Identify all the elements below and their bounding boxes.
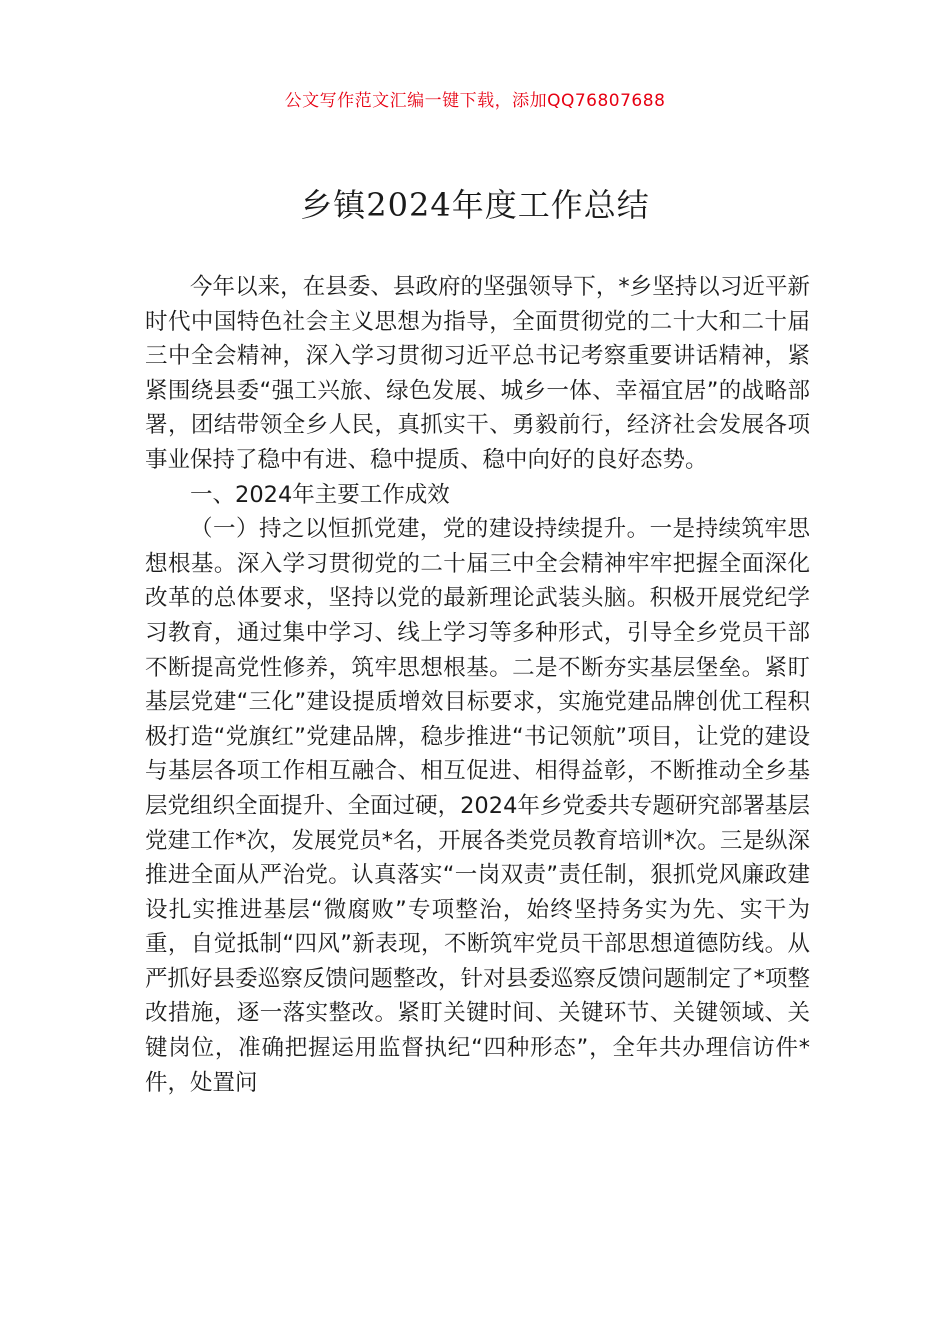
document-body	[145, 270, 810, 1100]
section-paragraph: （一）持之以恒抓党建，党的建设持续提升。一是持续筑牢思想根基。深入学习贯彻党的二十届三中全会精神牢牢把握全面深化改革的总体要求，坚持以党的最新理论武装头脑。积极开展党纪学习教育，通过集中学习、线上学习等多种形式，引导全乡党员干部不断提高党性修养，筑牢思想根基。二是不断夯实基层堡垒。紧盯基层党建“三化”建设提质增效目标要求，实施党建品牌创优工程积极打造“党旗红”党建品牌，稳步推进“书记领航”项目，让党的建设与基层各项工作相互融合、相互促进、相得益彰，不断推动全乡基层党组织全面提升、全面过硬，2024年乡党委共专题研究部署基层党建工作*次，发展党员*名，开展各类党员教育培训*次。三是纵深推进全面从严治党。认真落实“一岗双责”责任制，狠抓党风廉政建设扎实推进基层“微腐败”专项整治，始终坚持务实为先、实干为重，自觉抵制“四风”新表现，不断筑牢党员干部思想道德防线。从严抓好县委巡察反馈问题整改，针对县委巡察反馈问题制定了*项整改措施，逐一落实整改。紧盯关键时间、关键环节、关键领域、关键岗位，准确把握运用监督执纪“四种形态”，全年共办理信访件*件，处置问	[145, 516, 810, 1096]
download-banner: 公文写作范文汇编一键下载，添加QQ76807688	[284, 91, 666, 111]
section-heading: 一、2024年主要工作成效	[190, 481, 450, 508]
intro-paragraph: 今年以来，在县委、县政府的坚强领导下，*乡坚持以习近平新时代中国特色社会主义思想为指导，全面贯彻党的二十大和二十届三中全会精神，深入学习贯彻习近平总书记考察重要讲话精神，紧紧围绕县委“强工兴旅、绿色发展、城乡一体、幸福宜居”的战略部署，团结带领全乡人民，真抓实干、勇毅前行，经济社会发展各项事业保持了稳中有进、稳中提质、稳中向好的良好态势。	[145, 274, 810, 473]
document-title: 乡镇2024年度工作总结	[300, 186, 650, 224]
